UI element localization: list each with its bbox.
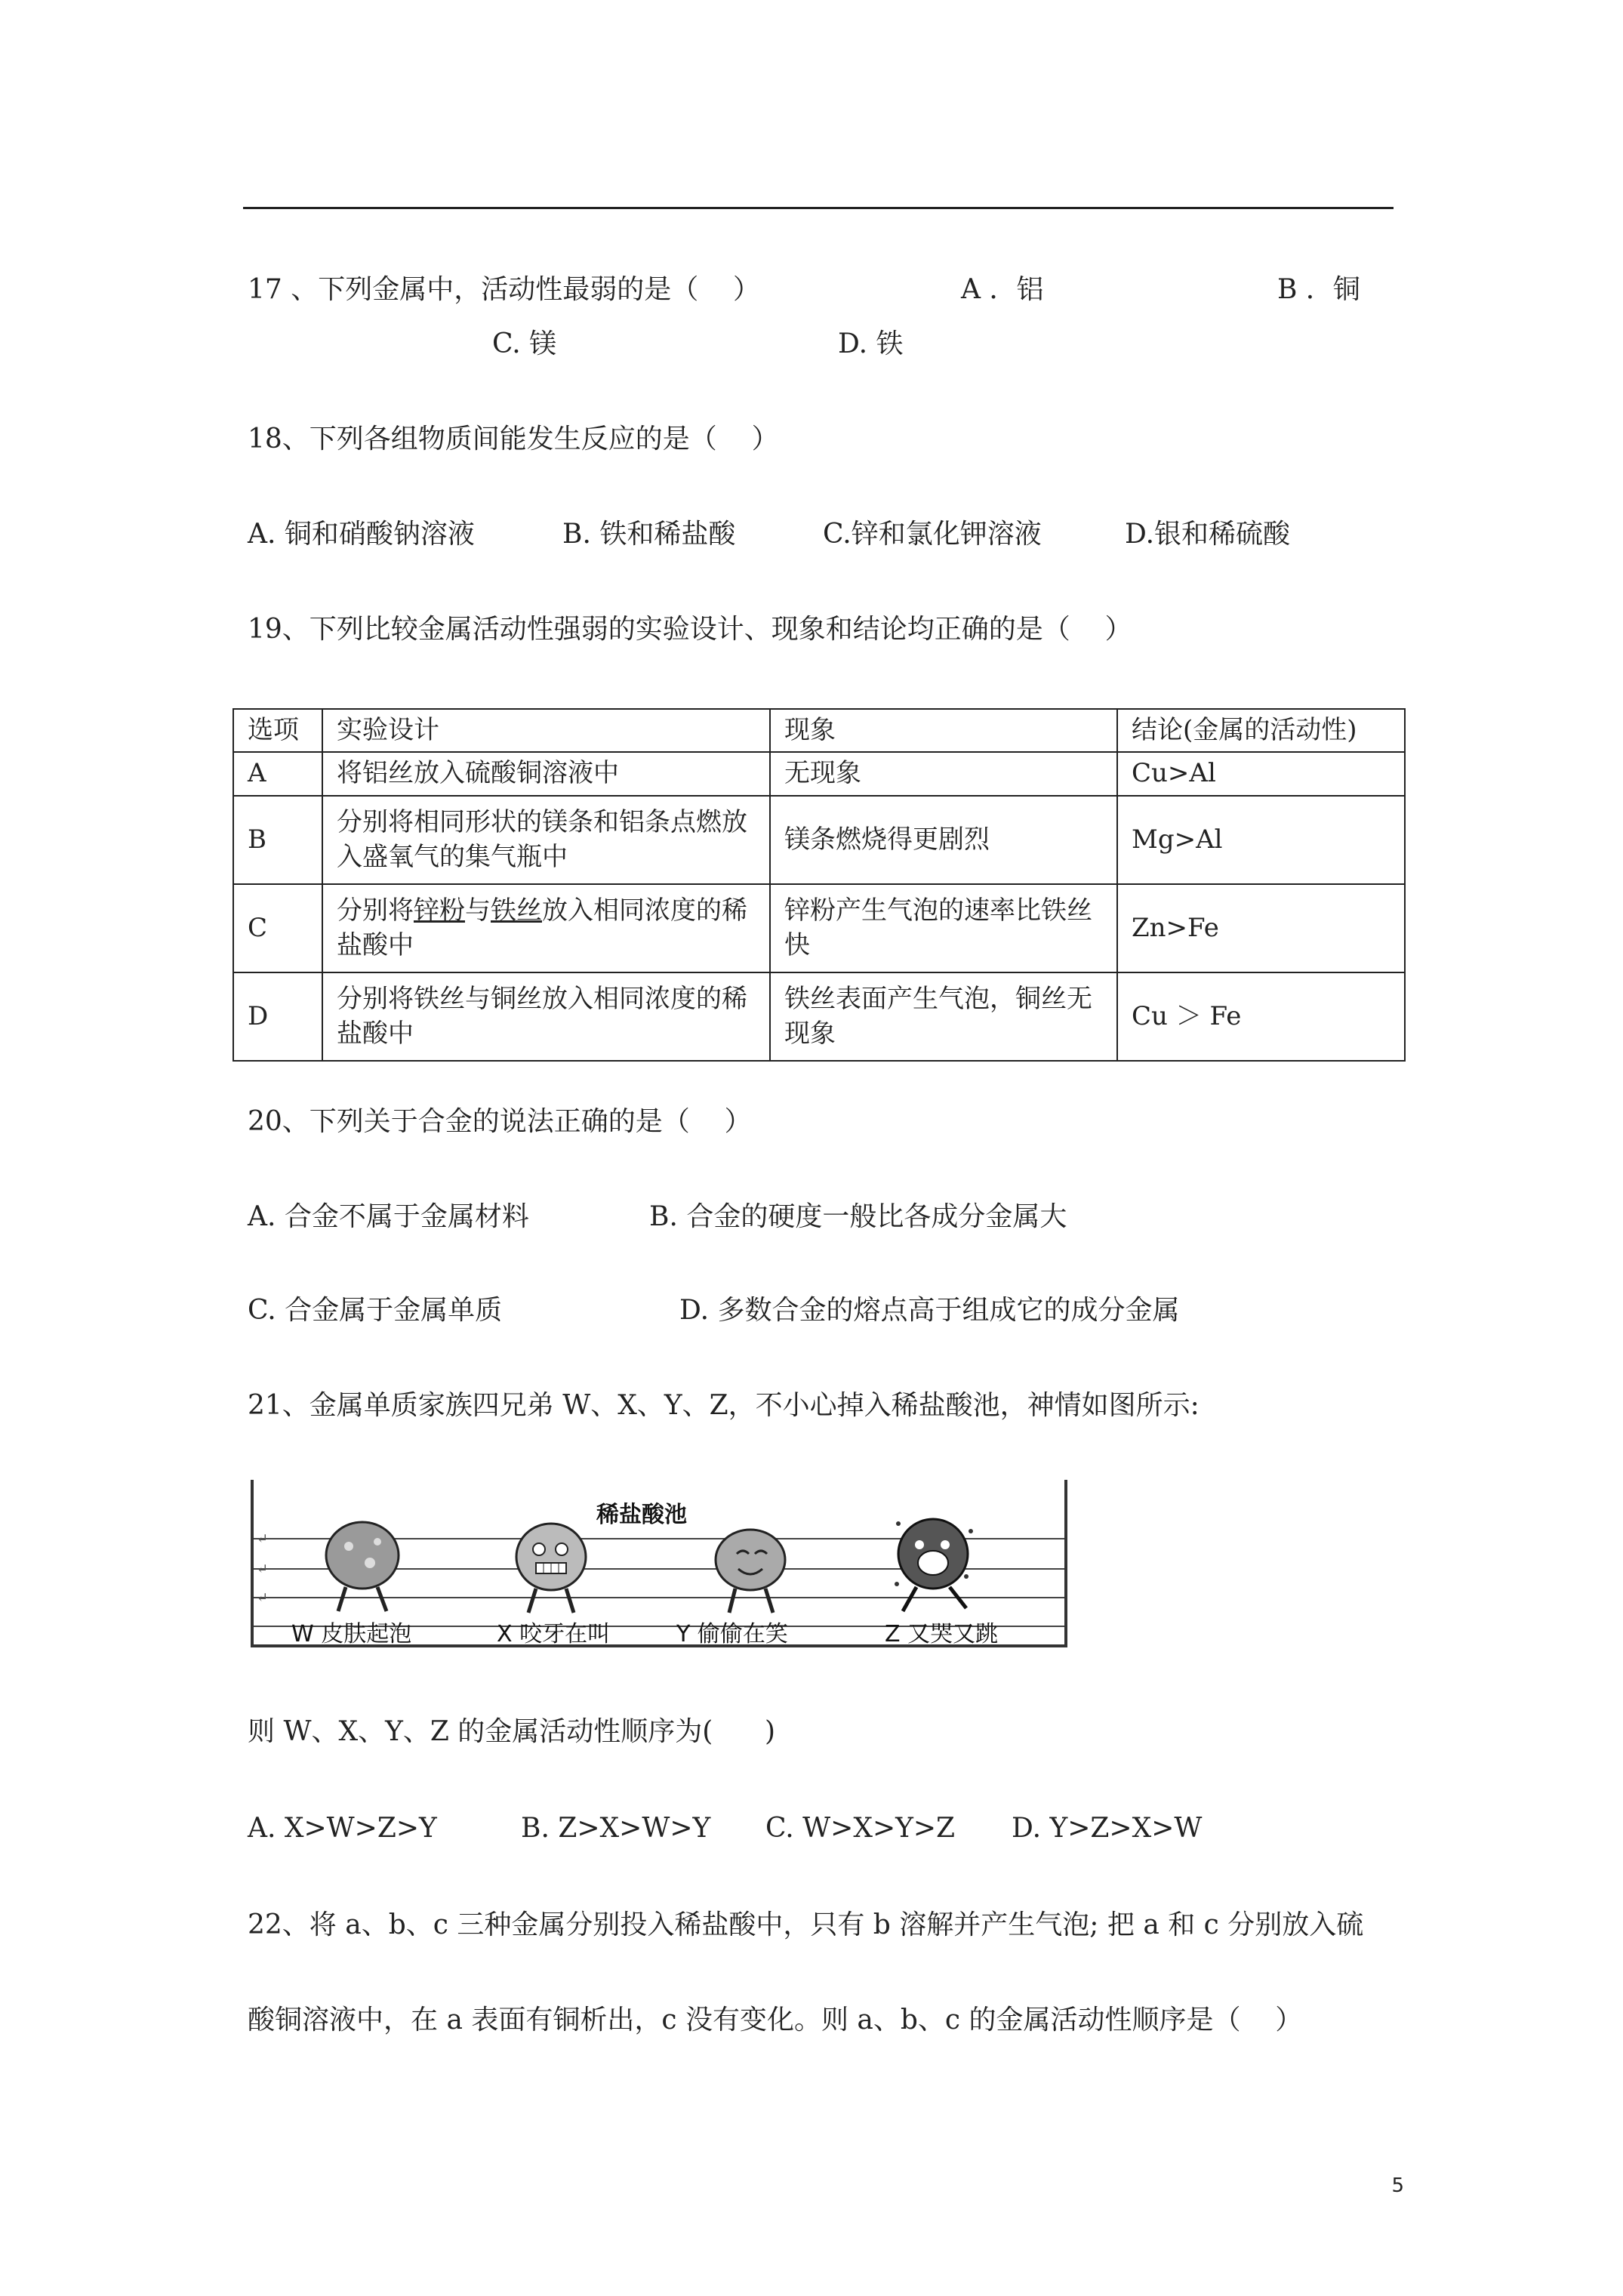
row-b-phenomenon: 镁条燃烧得更剧烈	[770, 796, 1117, 884]
q21-option-c: C. W>X>Y>Z	[765, 1813, 956, 1844]
row-c-design	[322, 884, 770, 972]
y-character	[716, 1530, 785, 1613]
header-rule	[243, 207, 1394, 209]
q22-line-2: 酸铜溶液中，在 a 表面有铜析出，c 没有变化。则 a、b、c 的金属活动性顺序是（ ）	[248, 2005, 1303, 2036]
table-header-row	[233, 709, 1405, 752]
row-a-phenomenon: 无现象	[770, 752, 1117, 796]
q17-stem: 17 、下列金属中，活动性最弱的是（ ）	[248, 274, 761, 305]
row-c-design-mid: 与	[465, 895, 491, 926]
q21-option-b: B. Z>X>W>Y	[521, 1813, 711, 1844]
row-c-design-pre: 分别将	[337, 895, 414, 926]
caption-y: Y 偷偷在笑	[676, 1621, 788, 1647]
q17-option-d: D. 铁	[838, 328, 904, 359]
row-d-conclusion: Cu ＞ Fe	[1117, 972, 1405, 1061]
row-c-design-post: 放入相同浓度的稀盐酸中	[337, 895, 747, 960]
row-b-conclusion: Mg>Al	[1117, 796, 1405, 884]
row-d-design: 分别将铁丝与铜丝放入相同浓度的稀盐酸中	[322, 972, 770, 1061]
row-b-option: B	[233, 796, 322, 884]
experiment-table	[233, 708, 1406, 1062]
q17-option-a: A ．铝	[961, 274, 1044, 305]
q21-stem: 21、金属单质家族四兄弟 W、X、Y、Z，不小心掉入稀盐酸池，神情如图所示:	[248, 1390, 1200, 1421]
question-17	[248, 276, 1395, 385]
row-a-design: 将铝丝放入硫酸铜溶液中	[322, 752, 770, 796]
row-d-phenomenon: 铁丝表面产生气泡，铜丝无现象	[770, 972, 1117, 1061]
q21-option-d: D. Y>Z>X>W	[1012, 1813, 1203, 1844]
row-c-design-iron: 铁丝	[491, 895, 542, 926]
header-conclusion: 结论(金属的活动性)	[1117, 709, 1405, 752]
row-a-conclusion: Cu>Al	[1117, 752, 1405, 796]
q17-option-b: B ．铜	[1277, 274, 1360, 305]
q18-option-c: C.锌和氯化钾溶液	[823, 519, 1042, 550]
table-row	[233, 884, 1405, 972]
q20-option-b: B. 合金的硬度一般比各成分金属大	[649, 1201, 1067, 1232]
x-character	[516, 1524, 586, 1613]
q20-option-c: C. 合金属于金属单质	[248, 1295, 503, 1326]
q20-option-d: D. 多数合金的熔点高于组成它的成分金属	[679, 1295, 1180, 1326]
svg-text:↵: ↵	[257, 1561, 269, 1577]
q20-option-a: A. 合金不属于金属材料	[248, 1201, 529, 1232]
row-b-design: 分别将相同形状的镁条和铝条点燃放入盛氧气的集气瓶中	[322, 796, 770, 884]
acid-pool-illustration	[249, 1478, 1072, 1652]
row-c-phenomenon: 锌粉产生气泡的速率比铁丝快	[770, 884, 1117, 972]
table-row	[233, 796, 1405, 884]
page-number: 5	[1391, 2174, 1404, 2197]
acid-pool-figure	[249, 1478, 1072, 1652]
caption-x: X 咬牙在叫	[497, 1621, 611, 1647]
q18-option-a: A. 铜和硝酸钠溶液	[248, 519, 475, 550]
q18-option-b: B. 铁和稀盐酸	[562, 519, 736, 550]
caption-w: W 皮肤起泡	[291, 1621, 412, 1647]
svg-text:↵: ↵	[257, 1531, 269, 1547]
q22-line-1: 22、将 a、b、c 三种金属分别投入稀盐酸中，只有 b 溶解并产生气泡; 把 a 和 c 分别放入硫	[248, 1909, 1364, 1940]
q21-ask: 则 W、X、Y、Z 的金属活动性顺序为( )	[248, 1716, 776, 1747]
table-row	[233, 972, 1405, 1061]
row-c-option: C	[233, 884, 322, 972]
row-d-option: D	[233, 972, 322, 1061]
pool-label: 稀盐酸池	[596, 1502, 687, 1528]
row-c-design-zinc: 锌粉	[414, 895, 465, 926]
q19-stem: 19、下列比较金属活动性强弱的实验设计、现象和结论均正确的是（ ）	[248, 614, 1132, 645]
q17-option-c: C. 镁	[492, 328, 557, 359]
header-phenomenon: 现象	[770, 709, 1117, 752]
q18-option-d: D.银和稀硫酸	[1125, 519, 1291, 550]
caption-z: Z 又哭又跳	[885, 1621, 999, 1647]
table-row	[233, 752, 1405, 796]
svg-text:↵: ↵	[257, 1590, 269, 1606]
row-a-option: A	[233, 752, 322, 796]
q20-stem: 20、下列关于合金的说法正确的是（ ）	[248, 1106, 752, 1137]
header-option: 选项	[233, 709, 322, 752]
header-design: 实验设计	[322, 709, 770, 752]
q21-option-a: A. X>W>Z>Y	[248, 1813, 437, 1844]
q18-stem: 18、下列各组物质间能发生反应的是（ ）	[248, 424, 779, 455]
row-c-conclusion: Zn>Fe	[1117, 884, 1405, 972]
